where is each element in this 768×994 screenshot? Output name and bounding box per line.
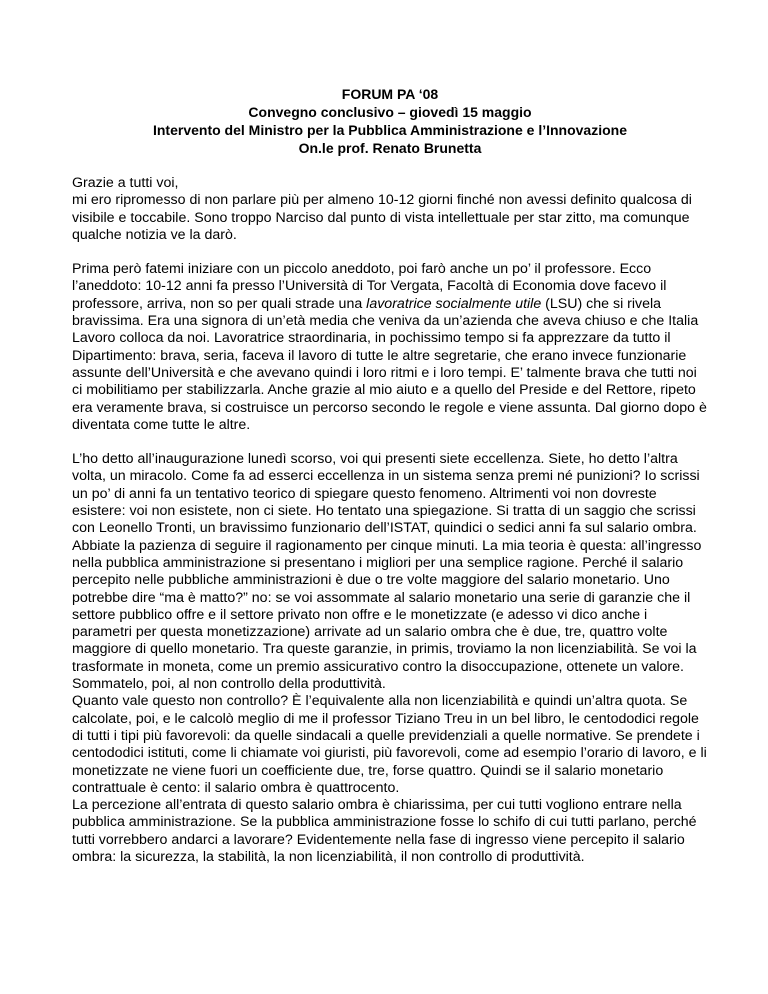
header-event-subtitle: Convegno conclusivo – giovedì 15 maggio — [248, 104, 532, 120]
paragraph-excellence: L’ho detto all’inaugurazione lunedì scorso, voi qui presenti siete eccellenza. Siete, ho detto l’altra volta, un miracolo. Come fa ad esserci eccellenza in un sistema senza premi né punizioni? Io scrissi un po’ di anni fa un tentativo teorico di spiegare questo fenomeno. Altrimenti voi non dovreste esistere: voi non esistete, non ci siete. Ho tentato una spiegazione. Si tratta di un saggio che scrissi con Leonello Tronti, un bravissimo funzionario dell’ISTAT, quindici o sedici anni fa sul salario ombra. — [72, 451, 700, 537]
paragraph-anecdote — [72, 261, 708, 434]
document-body — [72, 175, 708, 866]
paragraph-theory: Abbiate la pazienza di seguire il ragionamento per cinque minuti. La mia teoria è questa: all’ingresso nella pubblica amministrazione si presentano i migliori per una semplice ragione. Perché il salario percepito nelle pubbliche amministrazioni è due o tre volte maggiore del salario monetario. Uno potrebbe dire “ma è matto?” no: se voi assommate al salario monetario una serie di garanzie che il settore pubblico offre e il settore privato non offre e le monetizzate (e adesso vi dico anche i parametri per questa monetizzazione) arrivate ad un salario ombra che è due, tre, quattro volte maggiore di quello monetario. Tra queste garanzie, in primis, troviamo la non licenziabilità. Se voi la trasformate in moneta, come un premio assicurativo contro la disoccupazione, ottenete un valore. Sommatelo, poi, al non controllo della produttività. — [72, 537, 702, 693]
header-speaker-name: On.le prof. Renato Brunetta — [298, 140, 482, 156]
paragraph-greeting: Grazie a tutti voi, mi ero ripromesso di non parlare più per almeno 10-12 giorni finché non avessi definito qualcosa di visibile e toccabile. Sono troppo Narciso dal punto di vista intellettuale per star zitto, ma comunque qualche notizia ve la darò. — [72, 175, 692, 243]
document-page — [72, 85, 708, 866]
anecdote-italic-term: lavoratrice socialmente utile — [366, 295, 542, 312]
header-speaker-role: Intervento del Ministro per la Pubblica Amministrazione e l’Innovazione — [152, 122, 627, 138]
anecdote-text-start: Prima però fatemi iniziare con un piccolo aneddoto, poi farò anche un po’ il professore. Ecco l’aneddoto: 10-12 anni fa presso l’Università di Tor Vergata, Facoltà di Economia dove facevo il professore, arriva, non so per quali strade una — [72, 261, 667, 312]
document-header — [72, 85, 708, 157]
paragraph-control-value: Quanto vale questo non controllo? È l’equivalente alla non licenziabilità e quindi un’altra quota. Se calcolate, poi, e le calcolò meglio di me il professor Tiziano Treu in un bel libro, le centododici regole di tutti i tipi più favorevoli: da quelle sindacali a quelle previdenziali a quelle normative. Se prendete i centododici istituti, come li chiamate voi giuristi, più favorevoli, come ad esempio l’orario di lavoro, e li monetizzate ne viene fuori un coefficiente due, tre, forse quattro. Quindi se il salario monetario contrattuale è cento: il salario ombra è quattrocento. — [72, 693, 707, 796]
anecdote-text-end: (LSU) che si rivela bravissima. Era una signora di un’età media che veniva da un’azienda che aveva chiuso e che Italia Lavoro colloca da noi. Lavoratrice straordinaria, in pochissimo tempo si fa apprezzare da tutto il Dipartimento: brava, seria, faceva il lavoro di tutte le altre segretarie, che erano invece funzionarie assunte dell’Università e che avevano quindi i loro ritmi e i loro tempi. E’ talmente brava che tutti noi ci mobilitiamo per stabilizzarla. Anche grazie al mio aiuto e a quello del Preside e del Rettore, ripeto era veramente brava, si costruisce un percorso secondo le regole e viene assunta. Dal giorno dopo è diventata come tutte le altre. — [72, 295, 707, 433]
header-event-title: FORUM PA ‘08 — [341, 86, 439, 102]
paragraph-shadow-wage: La percezione all’entrata di questo salario ombra è chiarissima, per cui tutti vogliono entrare nella pubblica amministrazione. Se la pubblica amministrazione fosse lo schifo di cui tutti parlano, perché tutti vorrebbero andarci a lavorare? Evidentemente nella fase di ingresso viene percepito il salario ombra: la sicurezza, la stabilità, la non licenziabilità, il non controllo di produttività. — [72, 797, 697, 865]
